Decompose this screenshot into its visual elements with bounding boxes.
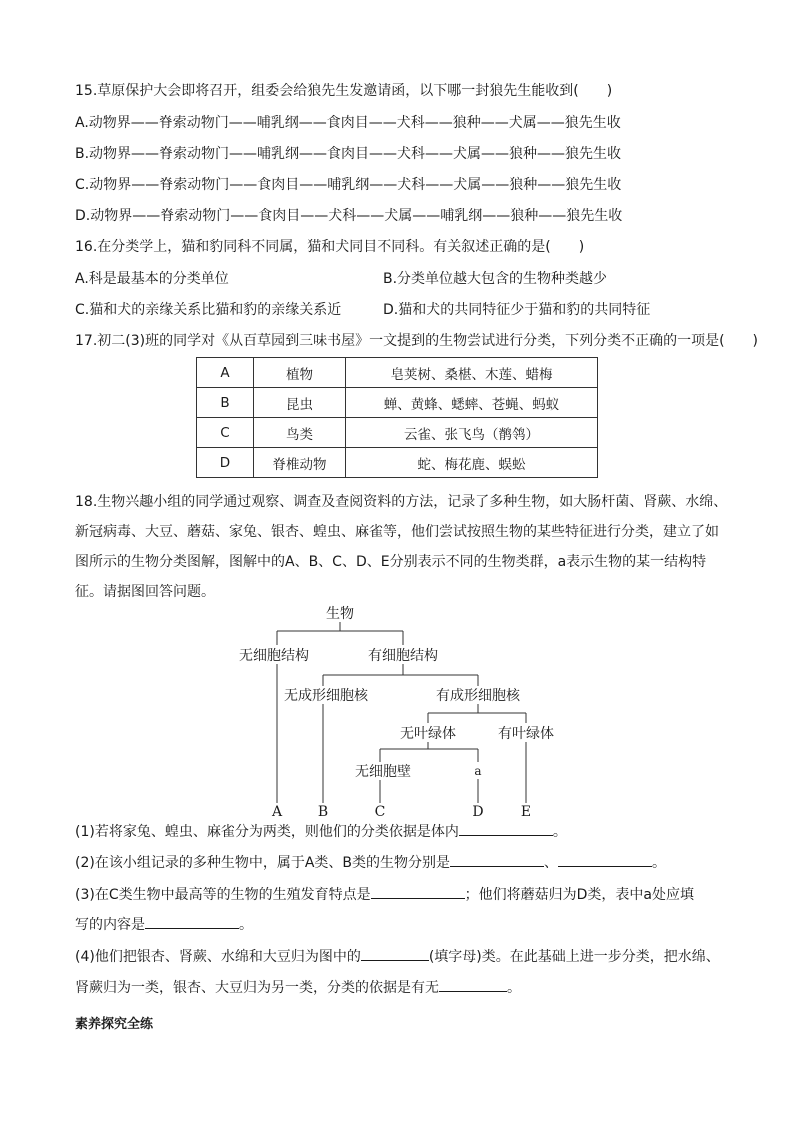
table-cell-option: C bbox=[197, 418, 254, 448]
tree-node-has-chloroplast: 有叶绿体 bbox=[498, 726, 554, 742]
tree-leaf-c: C bbox=[374, 804, 386, 820]
answer-blank[interactable] bbox=[371, 884, 465, 899]
tree-leaf-b: B bbox=[317, 804, 329, 820]
q18-sub4-line2 bbox=[75, 977, 521, 998]
table-cell-option: A bbox=[197, 358, 254, 388]
table-cell-option: B bbox=[197, 388, 254, 418]
table-cell-organisms: 云雀、张飞鸟（鹡鸰） bbox=[346, 418, 598, 448]
tree-node-no-cell-wall: 无细胞壁 bbox=[355, 764, 411, 780]
q18-sub2-text: (2)在该小组记录的多种生物中，属于A类、B类的生物分别是 bbox=[75, 855, 451, 871]
tree-node-no-nucleus: 无成形细胞核 bbox=[284, 688, 368, 704]
q18-stem-line: 征。请据图回答问题。 bbox=[75, 584, 215, 600]
q18-sub1-end: 。 bbox=[552, 824, 567, 840]
q18-sub2-sep: 、 bbox=[544, 855, 559, 871]
q18-sub2 bbox=[75, 852, 666, 873]
answer-blank[interactable] bbox=[361, 946, 429, 961]
q18-stem-line: 18.生物兴趣小组的同学通过观察、调查及查阅资料的方法，记录了多种生物，如大肠杆菌、肾蕨、水绵、 bbox=[75, 494, 728, 510]
table-cell-option: D bbox=[197, 448, 254, 478]
tree-leaf-a: A bbox=[271, 804, 283, 820]
q18-sub3-text: (3)在C类生物中最高等的生物的生殖发育特点是 bbox=[75, 887, 371, 903]
q18-sub4-end: 。 bbox=[507, 980, 521, 996]
q17-stem: 17.初二(3)班的同学对《从百草园到三味书屋》一文提到的生物尝试进行分类，下列分类不正确的一项是( ) bbox=[75, 333, 759, 349]
q18-sub1 bbox=[75, 821, 567, 842]
tree-node-has-nucleus: 有成形细胞核 bbox=[436, 688, 520, 704]
q16-option-d: D.猫和犬的共同特征少于猫和豹的共同特征 bbox=[383, 302, 651, 318]
q15-option-b: B.动物界——脊索动物门——哺乳纲——食肉目——犬科——犬属——狼种——狼先生收 bbox=[75, 146, 622, 162]
q18-sub3-text2: 写的内容是 bbox=[75, 917, 145, 933]
q18-sub3-end: 。 bbox=[239, 917, 253, 933]
answer-blank[interactable] bbox=[459, 821, 553, 836]
q16-option-c: C.猫和犬的亲缘关系比猫和豹的亲缘关系近 bbox=[75, 302, 342, 318]
q18-sub4-line1 bbox=[75, 946, 720, 967]
answer-blank[interactable] bbox=[558, 852, 652, 867]
q18-sub2-end: 。 bbox=[652, 855, 667, 871]
q18-stem-line: 新冠病毒、大豆、蘑菇、家兔、银杏、蝗虫、麻雀等，他们尝试按照生物的某些特征进行分类，建立了如 bbox=[75, 524, 719, 540]
answer-blank[interactable] bbox=[145, 914, 239, 929]
q16-option-a: A.科是最基本的分类单位 bbox=[75, 271, 229, 287]
table-cell-group: 昆虫 bbox=[254, 388, 346, 418]
table-cell-group: 脊椎动物 bbox=[254, 448, 346, 478]
tree-node-no-cell-structure: 无细胞结构 bbox=[239, 648, 309, 664]
q18-sub1-text: (1)若将家兔、蝗虫、麻雀分为两类，则他们的分类依据是体内 bbox=[75, 824, 459, 840]
tree-node-root: 生物 bbox=[326, 606, 354, 622]
q18-sub3-mid: ；他们将蘑菇归为D类，表中a处应填 bbox=[464, 887, 694, 903]
q18-sub3-line1 bbox=[75, 884, 694, 905]
q15-option-c: C.动物界——脊索动物门——食肉目——哺乳纲——犬科——犬属——狼种——狼先生收 bbox=[75, 177, 622, 193]
tree-leaf-d: D bbox=[472, 804, 484, 820]
q18-sub4-text: (4)他们把银杏、肾蕨、水绵和大豆归为图中的 bbox=[75, 949, 361, 965]
table-cell-organisms: 蝉、黄蜂、蟋蟀、苍蝇、蚂蚁 bbox=[346, 388, 598, 418]
table-cell-group: 鸟类 bbox=[254, 418, 346, 448]
section-footer-title: 素养探究全练 bbox=[75, 1017, 154, 1032]
table-cell-group: 植物 bbox=[254, 358, 346, 388]
q15-stem: 15.草原保护大会即将召开，组委会给狼先生发邀请函，以下哪一封狼先生能收到( ) bbox=[75, 83, 613, 99]
q16-stem: 16.在分类学上，猫和豹同科不同属，猫和犬同目不同科。有关叙述正确的是( ) bbox=[75, 239, 585, 255]
table-cell-organisms: 蛇、梅花鹿、蜈蚣 bbox=[346, 448, 598, 478]
table-cell-organisms: 皂荚树、桑椹、木莲、蜡梅 bbox=[346, 358, 598, 388]
answer-blank[interactable] bbox=[450, 852, 544, 867]
q18-sub3-line2 bbox=[75, 914, 253, 935]
tree-node-no-chloroplast: 无叶绿体 bbox=[400, 726, 456, 742]
tree-node-a: a bbox=[474, 764, 482, 778]
q15-option-a: A.动物界——脊索动物门——哺乳纲——食肉目——犬科——狼种——犬属——狼先生收 bbox=[75, 115, 621, 131]
answer-blank[interactable] bbox=[439, 977, 507, 992]
q18-sub4-text2: 肾蕨归为一类，银杏、大豆归为另一类，分类的依据是有无 bbox=[75, 980, 439, 996]
q16-option-b: B.分类单位越大包含的生物种类越少 bbox=[383, 271, 608, 287]
tree-node-has-cell-structure: 有细胞结构 bbox=[368, 648, 438, 664]
q18-stem-line: 图所示的生物分类图解，图解中的A、B、C、D、E分别表示不同的生物类群，a表示生物的某一结构特 bbox=[75, 554, 707, 570]
tree-leaf-e: E bbox=[520, 804, 532, 820]
q15-option-d: D.动物界——脊索动物门——食肉目——犬科——犬属——哺乳纲——狼种——狼先生收 bbox=[75, 208, 623, 224]
q18-sub4-mid: (填字母)类。在此基础上进一步分类，把水绵、 bbox=[428, 949, 720, 965]
